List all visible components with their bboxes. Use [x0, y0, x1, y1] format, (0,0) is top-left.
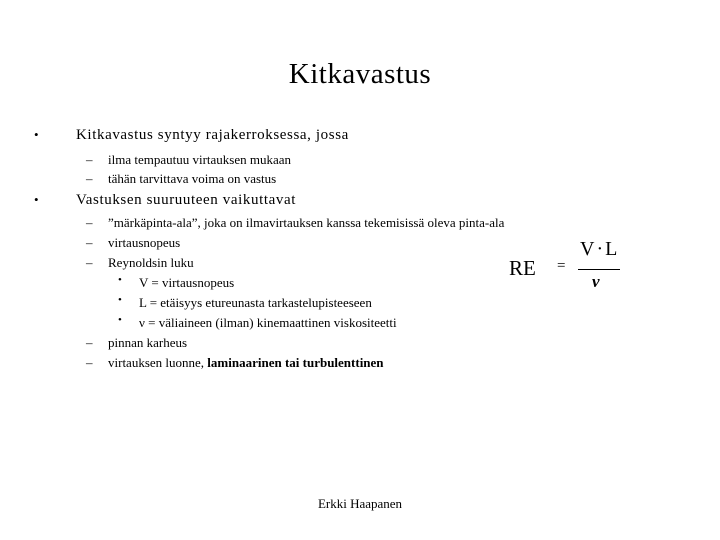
sub-sub-item-text: V = virtausnopeus [139, 275, 235, 290]
dash-marker: – [86, 355, 93, 370]
sub-item-text: ilma tempautuu virtauksen mukaan [108, 152, 292, 167]
formula-lhs: RE [509, 256, 536, 280]
dot-marker: • [118, 294, 122, 306]
dash-marker: – [86, 171, 93, 186]
fraction-line [578, 269, 620, 270]
sub-item-text: pinnan karheus [108, 335, 188, 350]
bullet-text: Kitkavastus syntyy rajakerroksessa, jossa [76, 127, 349, 143]
slide-title: Kitkavastus [288, 58, 432, 90]
slide-footer: Erkki Haapanen [317, 496, 403, 511]
formula-denominator: ν [592, 272, 600, 291]
sub-item-text: ”märkäpinta-ala”, joka on ilmavirtauksen kanssa tekemisissä oleva pinta-ala [108, 215, 505, 230]
dash-marker: – [86, 152, 93, 167]
dash-marker: – [86, 235, 93, 250]
dash-marker: – [86, 215, 93, 230]
dot-marker: • [118, 314, 122, 326]
reynolds-formula [505, 238, 635, 298]
dot-marker: • [118, 274, 122, 286]
bullet-marker: • [34, 127, 40, 142]
bullet-text: Vastuksen suuruuteen vaikuttavat [76, 192, 296, 208]
sub-sub-item-text: L = etäisyys etureunasta tarkastelupisteeseen [139, 295, 372, 310]
sub-sub-item-text: ν = väliaineen (ilman) kinemaattinen viskositeetti [139, 315, 397, 330]
flow-nature-bold-text: laminaarinen tai turbulenttinen [207, 355, 384, 370]
sub-item-text: tähän tarvittava voima on vastus [108, 171, 277, 186]
dash-marker: – [86, 335, 93, 350]
flow-nature-text: virtauksen luonne, [108, 355, 208, 370]
formula-numerator: V·L [580, 238, 620, 260]
sub-item-text [108, 355, 384, 371]
formula-equals: = [557, 258, 566, 274]
dash-marker: – [86, 255, 93, 270]
sub-item-text: virtausnopeus [108, 235, 181, 250]
bullet-marker: • [34, 192, 40, 207]
sub-item-text: Reynoldsin luku [108, 255, 194, 270]
